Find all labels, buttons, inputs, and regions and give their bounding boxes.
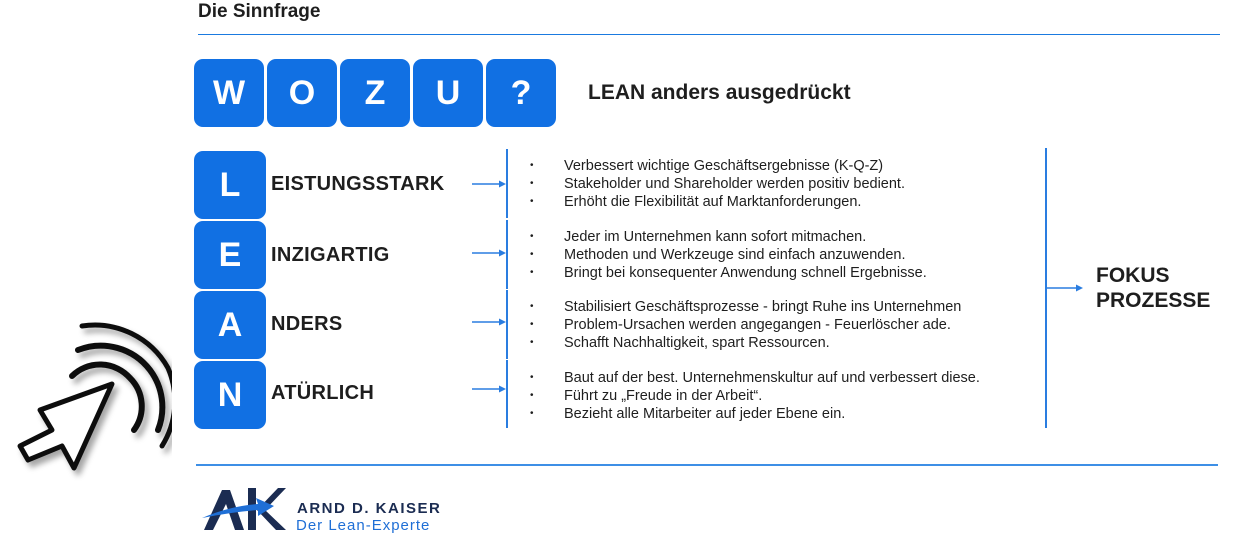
bullet-list <box>530 228 927 282</box>
word-leistungsstark: EISTUNGSSTARK <box>271 173 445 195</box>
tile-o: O <box>267 59 337 127</box>
arrow-right-icon <box>1047 283 1083 293</box>
bracket-line <box>506 290 508 359</box>
list-item: • Stakeholder und Shareholder werden positiv bedient. <box>530 175 905 193</box>
bracket-line <box>506 220 508 289</box>
letter-tile-n: N <box>194 361 266 429</box>
tile-question: ? <box>486 59 556 127</box>
subtitle: LEAN anders ausgedrückt <box>588 81 851 104</box>
arrow-right-icon <box>472 317 506 327</box>
tile-w: W <box>194 59 264 127</box>
fokus-line-2: PROZESSE <box>1096 289 1211 312</box>
list-item: • Baut auf der best. Unternehmenskultur auf und verbessert diese. <box>530 369 980 387</box>
letter-tile-a: A <box>194 291 266 359</box>
bracket-line <box>506 149 508 218</box>
list-item: • Problem-Ursachen werden angegangen - Feuerlöscher ade. <box>530 316 961 334</box>
word-natuerlich: ATÜRLICH <box>271 382 375 404</box>
list-item: • Bringt bei konsequenter Anwendung schnell Ergebnisse. <box>530 264 927 282</box>
bullet-list <box>530 369 980 423</box>
word-anders: NDERS <box>271 313 343 335</box>
fokus-label <box>1096 263 1210 313</box>
letter-tile-e: E <box>194 221 266 289</box>
ak-logo-icon <box>200 484 286 532</box>
list-item: • Führt zu „Freude in der Arbeit“. <box>530 387 980 405</box>
page-title: Die Sinnfrage <box>198 1 321 22</box>
click-cursor-icon <box>12 318 172 483</box>
arrow-right-icon <box>472 384 506 394</box>
list-item: • Verbessert wichtige Geschäftsergebnisse (K-Q-Z) <box>530 157 905 175</box>
arrow-right-icon <box>472 248 506 258</box>
list-item: • Methoden und Werkzeuge sind einfach anzuwenden. <box>530 246 927 264</box>
arrow-right-icon <box>472 179 506 189</box>
logo-name: ARND D. KAISER <box>297 500 442 517</box>
tile-u: U <box>413 59 483 127</box>
logo-tagline: Der Lean-Experte <box>296 517 431 534</box>
bullet-list <box>530 157 905 211</box>
list-item: • Schafft Nachhaltigkeit, spart Ressourcen. <box>530 334 961 352</box>
list-item: • Stabilisiert Geschäftsprozesse - bringt Ruhe ins Unternehmen <box>530 298 961 316</box>
bottom-divider <box>196 464 1218 466</box>
bullet-list <box>530 298 961 352</box>
letter-tile-l: L <box>194 151 266 219</box>
tile-z: Z <box>340 59 410 127</box>
bracket-line <box>506 360 508 428</box>
fokus-line-1: FOKUS <box>1096 264 1170 287</box>
list-item: • Erhöht die Flexibilität auf Marktanforderungen. <box>530 193 905 211</box>
list-item: • Jeder im Unternehmen kann sofort mitmachen. <box>530 228 927 246</box>
list-item: • Bezieht alle Mitarbeiter auf jeder Ebene ein. <box>530 405 980 423</box>
word-einzigartig: INZIGARTIG <box>271 244 390 266</box>
top-divider <box>198 34 1220 35</box>
